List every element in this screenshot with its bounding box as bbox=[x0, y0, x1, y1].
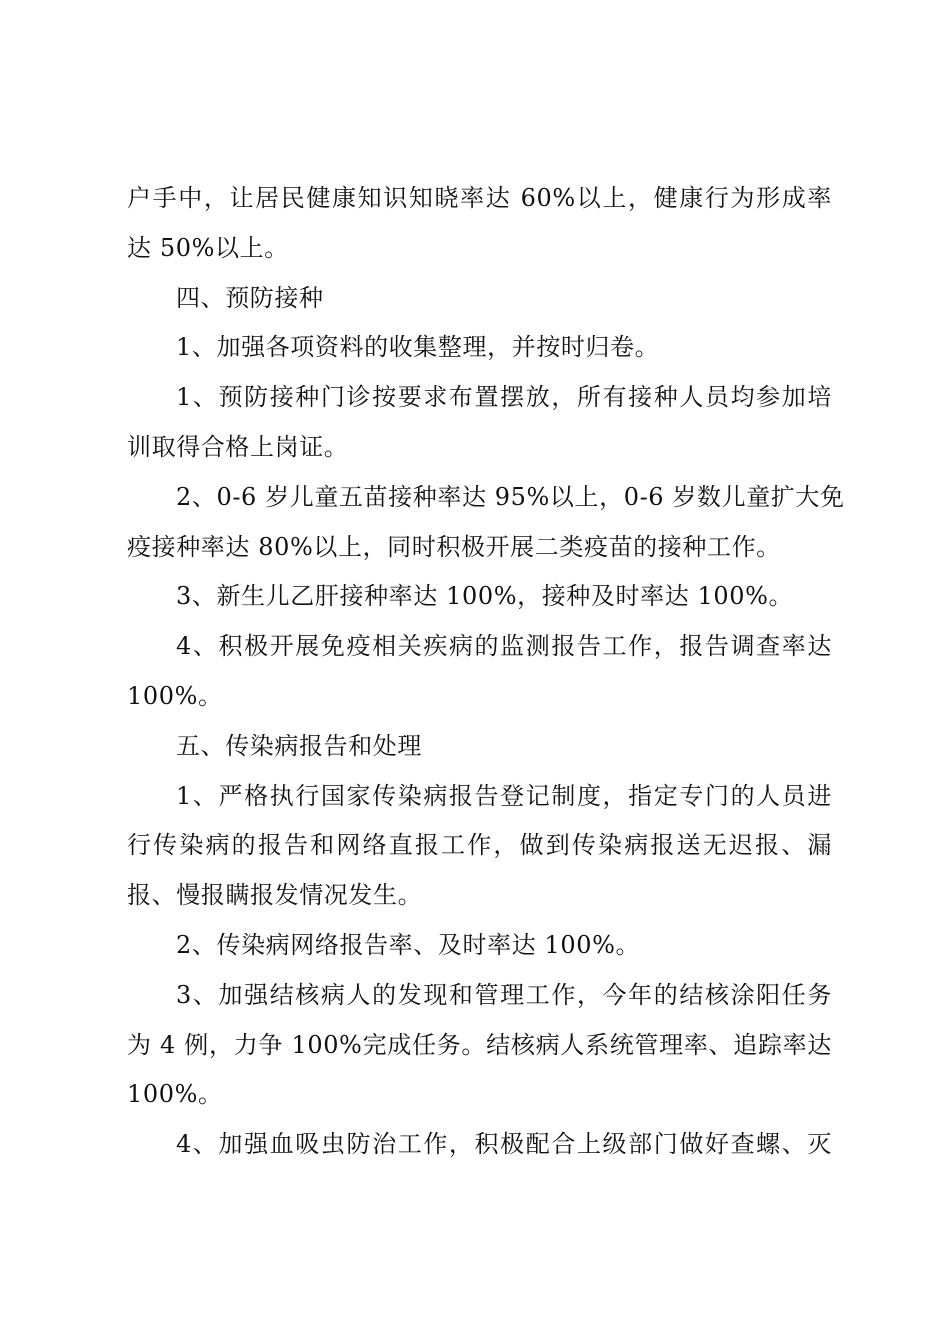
text-line: 1、严格执行国家传染病报告登记制度，指定专门的人员进 bbox=[176, 781, 832, 810]
text-line: 报、慢报瞒报发情况发生。 bbox=[127, 881, 423, 910]
text-line: 4、加强血吸虫防治工作，积极配合上级部门做好查螺、灭 bbox=[176, 1130, 832, 1159]
text-line: 行传染病的报告和网络直报工作，做到传染病报送无迟报、漏 bbox=[127, 831, 832, 860]
section-heading: 五、传染病报告和处理 bbox=[176, 731, 422, 760]
text-line: 疫接种率达 80%以上，同时积极开展二类疫苗的接种工作。 bbox=[127, 532, 781, 561]
text-line: 100%。 bbox=[127, 1080, 223, 1109]
text-line: 2、0-6 岁儿童五苗接种率达 95%以上，0-6 岁数儿童扩大免 bbox=[176, 482, 845, 511]
text-line: 为 4 例，力争 100%完成任务。结核病人系统管理率、追踪率达 bbox=[127, 1030, 832, 1059]
text-line: 达 50%以上。 bbox=[127, 233, 289, 262]
text-line: 训取得合格上岗证。 bbox=[127, 432, 349, 461]
text-line: 2、传染病网络报告率、及时率达 100%。 bbox=[176, 930, 641, 959]
text-line: 户手中，让居民健康知识知晓率达 60%以上，健康行为形成率 bbox=[127, 184, 832, 212]
text-line: 100%。 bbox=[127, 681, 223, 710]
text-line: 3、新生儿乙肝接种率达 100%，接种及时率达 100%。 bbox=[176, 582, 794, 611]
document-body bbox=[127, 174, 845, 1170]
text-line: 1、加强各项资料的收集整理，并按时归卷。 bbox=[176, 333, 660, 362]
text-line: 3、加强结核病人的发现和管理工作，今年的结核涂阳任务 bbox=[176, 980, 832, 1009]
section-heading: 四、预防接种 bbox=[176, 283, 324, 312]
text-line: 4、积极开展免疫相关疾病的监测报告工作，报告调查率达 bbox=[176, 632, 832, 661]
text-line: 1、预防接种门诊按要求布置摆放，所有接种人员均参加培 bbox=[176, 383, 832, 412]
